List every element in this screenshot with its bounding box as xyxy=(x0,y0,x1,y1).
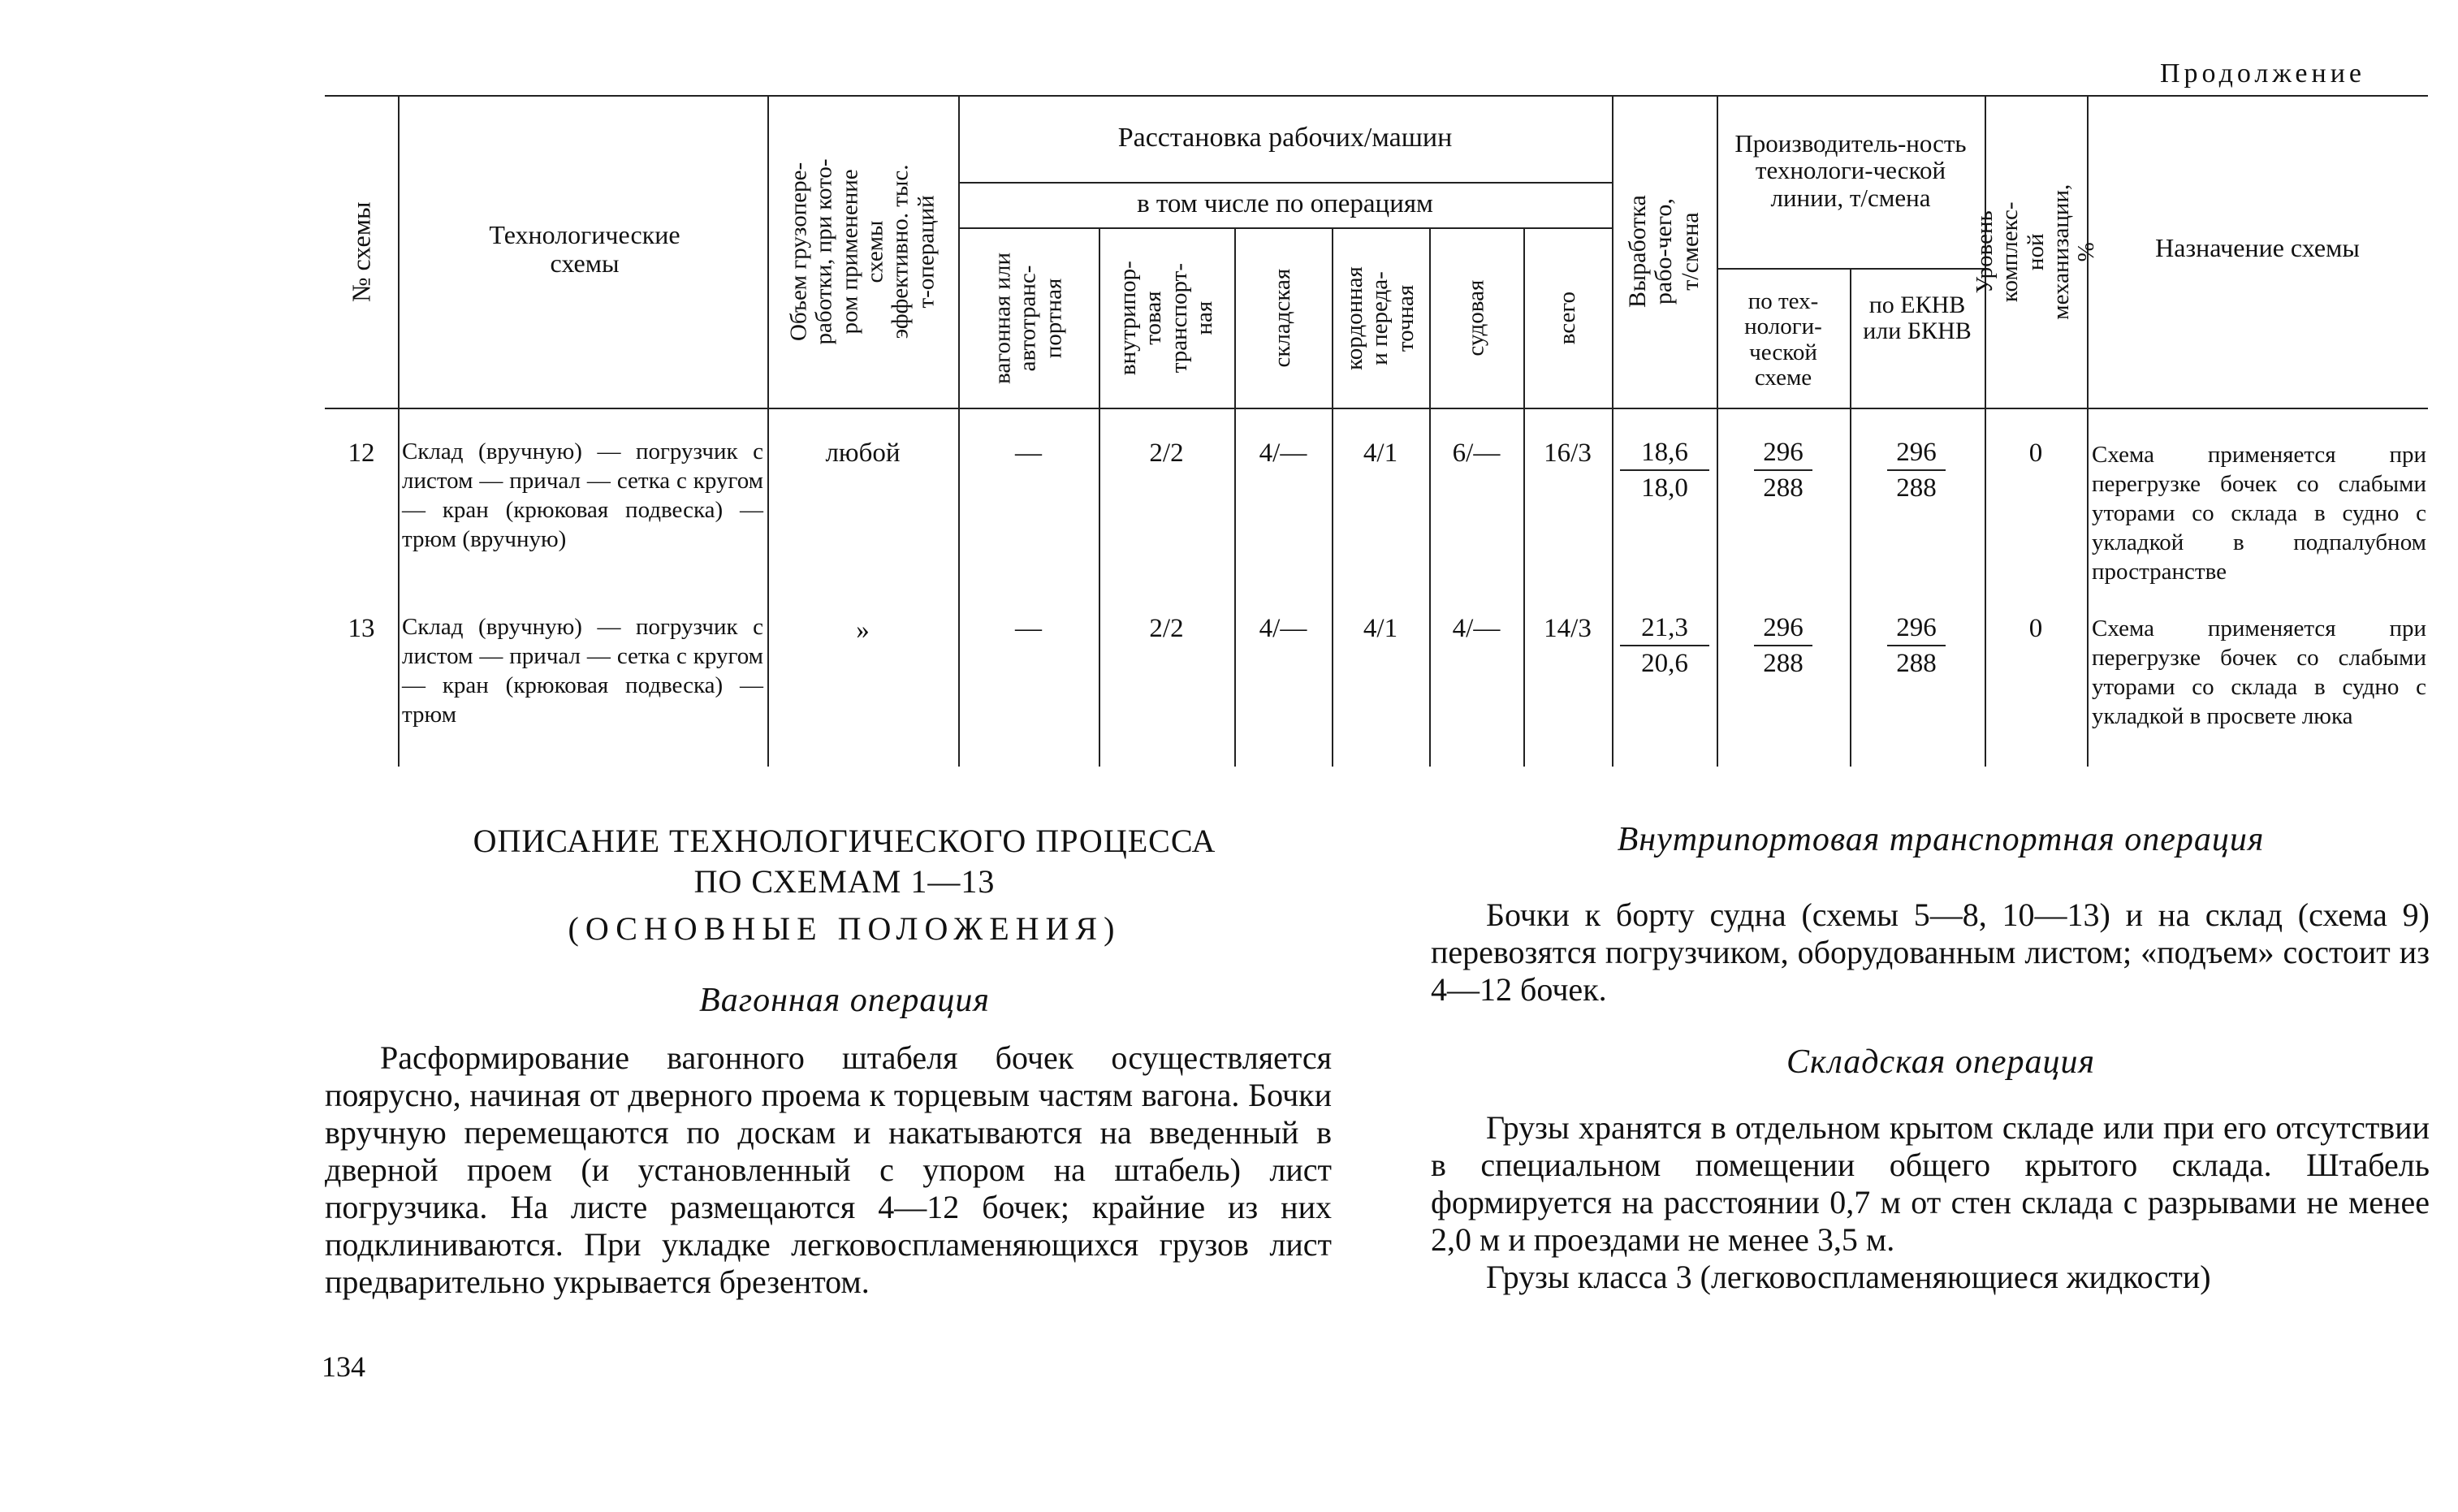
header-output: Выработка рабо-чего, т/смена xyxy=(1623,195,1704,309)
header-productivity: Производитель-ность технологи-ческой линии, т/смена xyxy=(1734,129,1967,212)
header-op-cordon: кордонная и переда-точная xyxy=(1341,266,1419,370)
row-num: 12 xyxy=(348,438,375,468)
row-purpose: Схема применяется при перегрузке бочек со слабыми уторами со склада в судно с укладкой в просвете люка xyxy=(2092,616,2426,729)
row-output xyxy=(1620,435,1709,505)
header-op-inport: внутрипор-товая транспорт-ная xyxy=(1114,261,1217,376)
prod-tech-top: 296 xyxy=(1754,611,1812,646)
prod-eknv-bottom: 288 xyxy=(1896,473,1937,503)
row-prod-eknv xyxy=(1887,435,1946,505)
section-text-wagon: Расформирование вагонного штабеля бочек осуществляется поярусно, начиная от дверного проема к торцевым частям вагона. Бочки вручную перемещаются по доскам и накатываются на введенный в дверной проем (и установленный с упором на штабель) лист погрузчика. На листе размещаются 4—12 бочек; крайние из них подклиниваются. При укладке легковоспламеняющихся грузов лист предварительно укрывается брезентом. xyxy=(325,1039,1332,1300)
row-cordon: 4/1 xyxy=(1363,614,1398,643)
header-by-operation: в том числе по операциям xyxy=(1137,189,1433,218)
header-prod-tech: по тех-нологи-ческой схеме xyxy=(1744,288,1822,391)
description-title-line2: ПО СХЕМАМ 1—13 xyxy=(693,863,996,900)
output-top: 18,6 xyxy=(1620,435,1709,471)
prod-eknv-top: 296 xyxy=(1887,611,1946,646)
row-mech: 0 xyxy=(2028,438,2043,468)
prod-tech-top: 296 xyxy=(1754,435,1812,471)
row-total: 14/3 xyxy=(1544,614,1592,643)
header-op-wagon: вагонная или автотранс-портная xyxy=(989,253,1067,384)
header-mechanization-level: Уровень комплекс-ной механизации, % xyxy=(1971,184,2099,320)
row-ship: 6/— xyxy=(1452,438,1501,468)
row-wagon: — xyxy=(1015,438,1042,468)
row-wagon: — xyxy=(1015,614,1042,643)
prod-tech-bottom: 288 xyxy=(1763,473,1804,503)
row-prod-tech xyxy=(1754,435,1812,505)
row-total: 16/3 xyxy=(1544,438,1592,468)
continuation-label: Продолжение xyxy=(2160,58,2366,89)
row-inport: 2/2 xyxy=(1149,614,1184,643)
section-text-warehouse: Грузы хранятся в отдельном крытом складе или при его отсутствии в специальном помещении общего крытого склада. Штабель формируется на расстоянии 0,7 м от стен склада с разрывами не менее 2,0 м и проездами не менее 3,5 м. Грузы класса 3 (легковоспламеняющиеся жидкости) xyxy=(1431,1109,2430,1295)
row-num: 13 xyxy=(348,614,375,643)
row-volume: любой xyxy=(825,438,901,468)
section-heading-inport: Внутрипортовая транспортная операция xyxy=(1617,821,2265,858)
row-volume: » xyxy=(856,616,870,645)
section-text-inport: Бочки к борту судна (схемы 5—8, 10—13) и на склад (схема 9) перевозятся погрузчиком, оборудованным листом; «подъем» состоит из 4—12 бочек. xyxy=(1431,896,2430,1008)
description-subtitle: (ОСНОВНЫЕ ПОЛОЖЕНИЯ) xyxy=(568,910,1121,947)
prod-eknv-bottom: 288 xyxy=(1896,649,1937,678)
output-bottom: 18,0 xyxy=(1641,473,1688,503)
description-title-line1: ОПИСАНИЕ ТЕХНОЛОГИЧЕСКОГО ПРОЦЕССА xyxy=(473,823,1216,859)
prod-tech-bottom: 288 xyxy=(1763,649,1804,678)
output-top: 21,3 xyxy=(1620,611,1709,646)
section-heading-warehouse: Складская операция xyxy=(1786,1043,2095,1081)
row-purpose: Схема применяется при перегрузке бочек со слабыми уторами со склада в судно с укладкой в подпалубном пространстве xyxy=(2092,442,2426,585)
row-output xyxy=(1620,611,1709,680)
row-prod-tech xyxy=(1754,611,1812,680)
prod-eknv-top: 296 xyxy=(1887,435,1946,471)
header-technological-schemes: Технологические схемы xyxy=(489,220,680,278)
row-ship: 4/— xyxy=(1452,614,1501,643)
header-purpose: Назначение схемы xyxy=(2155,233,2360,262)
row-mech: 0 xyxy=(2028,614,2043,643)
row-warehouse: 4/— xyxy=(1259,438,1307,468)
header-op-warehouse: складская xyxy=(1269,269,1296,368)
header-op-total: всего xyxy=(1553,292,1580,345)
header-volume: Объем грузопере-работки, при кото-ром применение схемы эффективно. тыс. т-операций xyxy=(785,158,940,345)
header-op-ship: судовая xyxy=(1462,280,1489,356)
header-placement: Расстановка рабочих/машин xyxy=(1117,123,1453,153)
header-scheme-number: № схемы xyxy=(346,201,376,302)
row-inport: 2/2 xyxy=(1149,438,1184,468)
row-cordon: 4/1 xyxy=(1363,438,1398,468)
row-warehouse: 4/— xyxy=(1259,614,1307,643)
row-scheme: Склад (вручную) — погрузчик с листом — причал — сетка с кругом — кран (крюковая подвеска) — трюм (вручную) xyxy=(402,438,763,552)
section-heading-wagon: Вагонная операция xyxy=(699,982,990,1019)
output-bottom: 20,6 xyxy=(1641,649,1688,678)
row-prod-eknv xyxy=(1887,611,1946,680)
header-prod-eknv: по ЕКНВ или БКНВ xyxy=(1863,292,1972,345)
page-number: 134 xyxy=(322,1350,365,1383)
row-scheme: Склад (вручную) — погрузчик с листом — причал — сетка с кругом — кран (крюковая подвеска) — трюм xyxy=(402,614,763,728)
